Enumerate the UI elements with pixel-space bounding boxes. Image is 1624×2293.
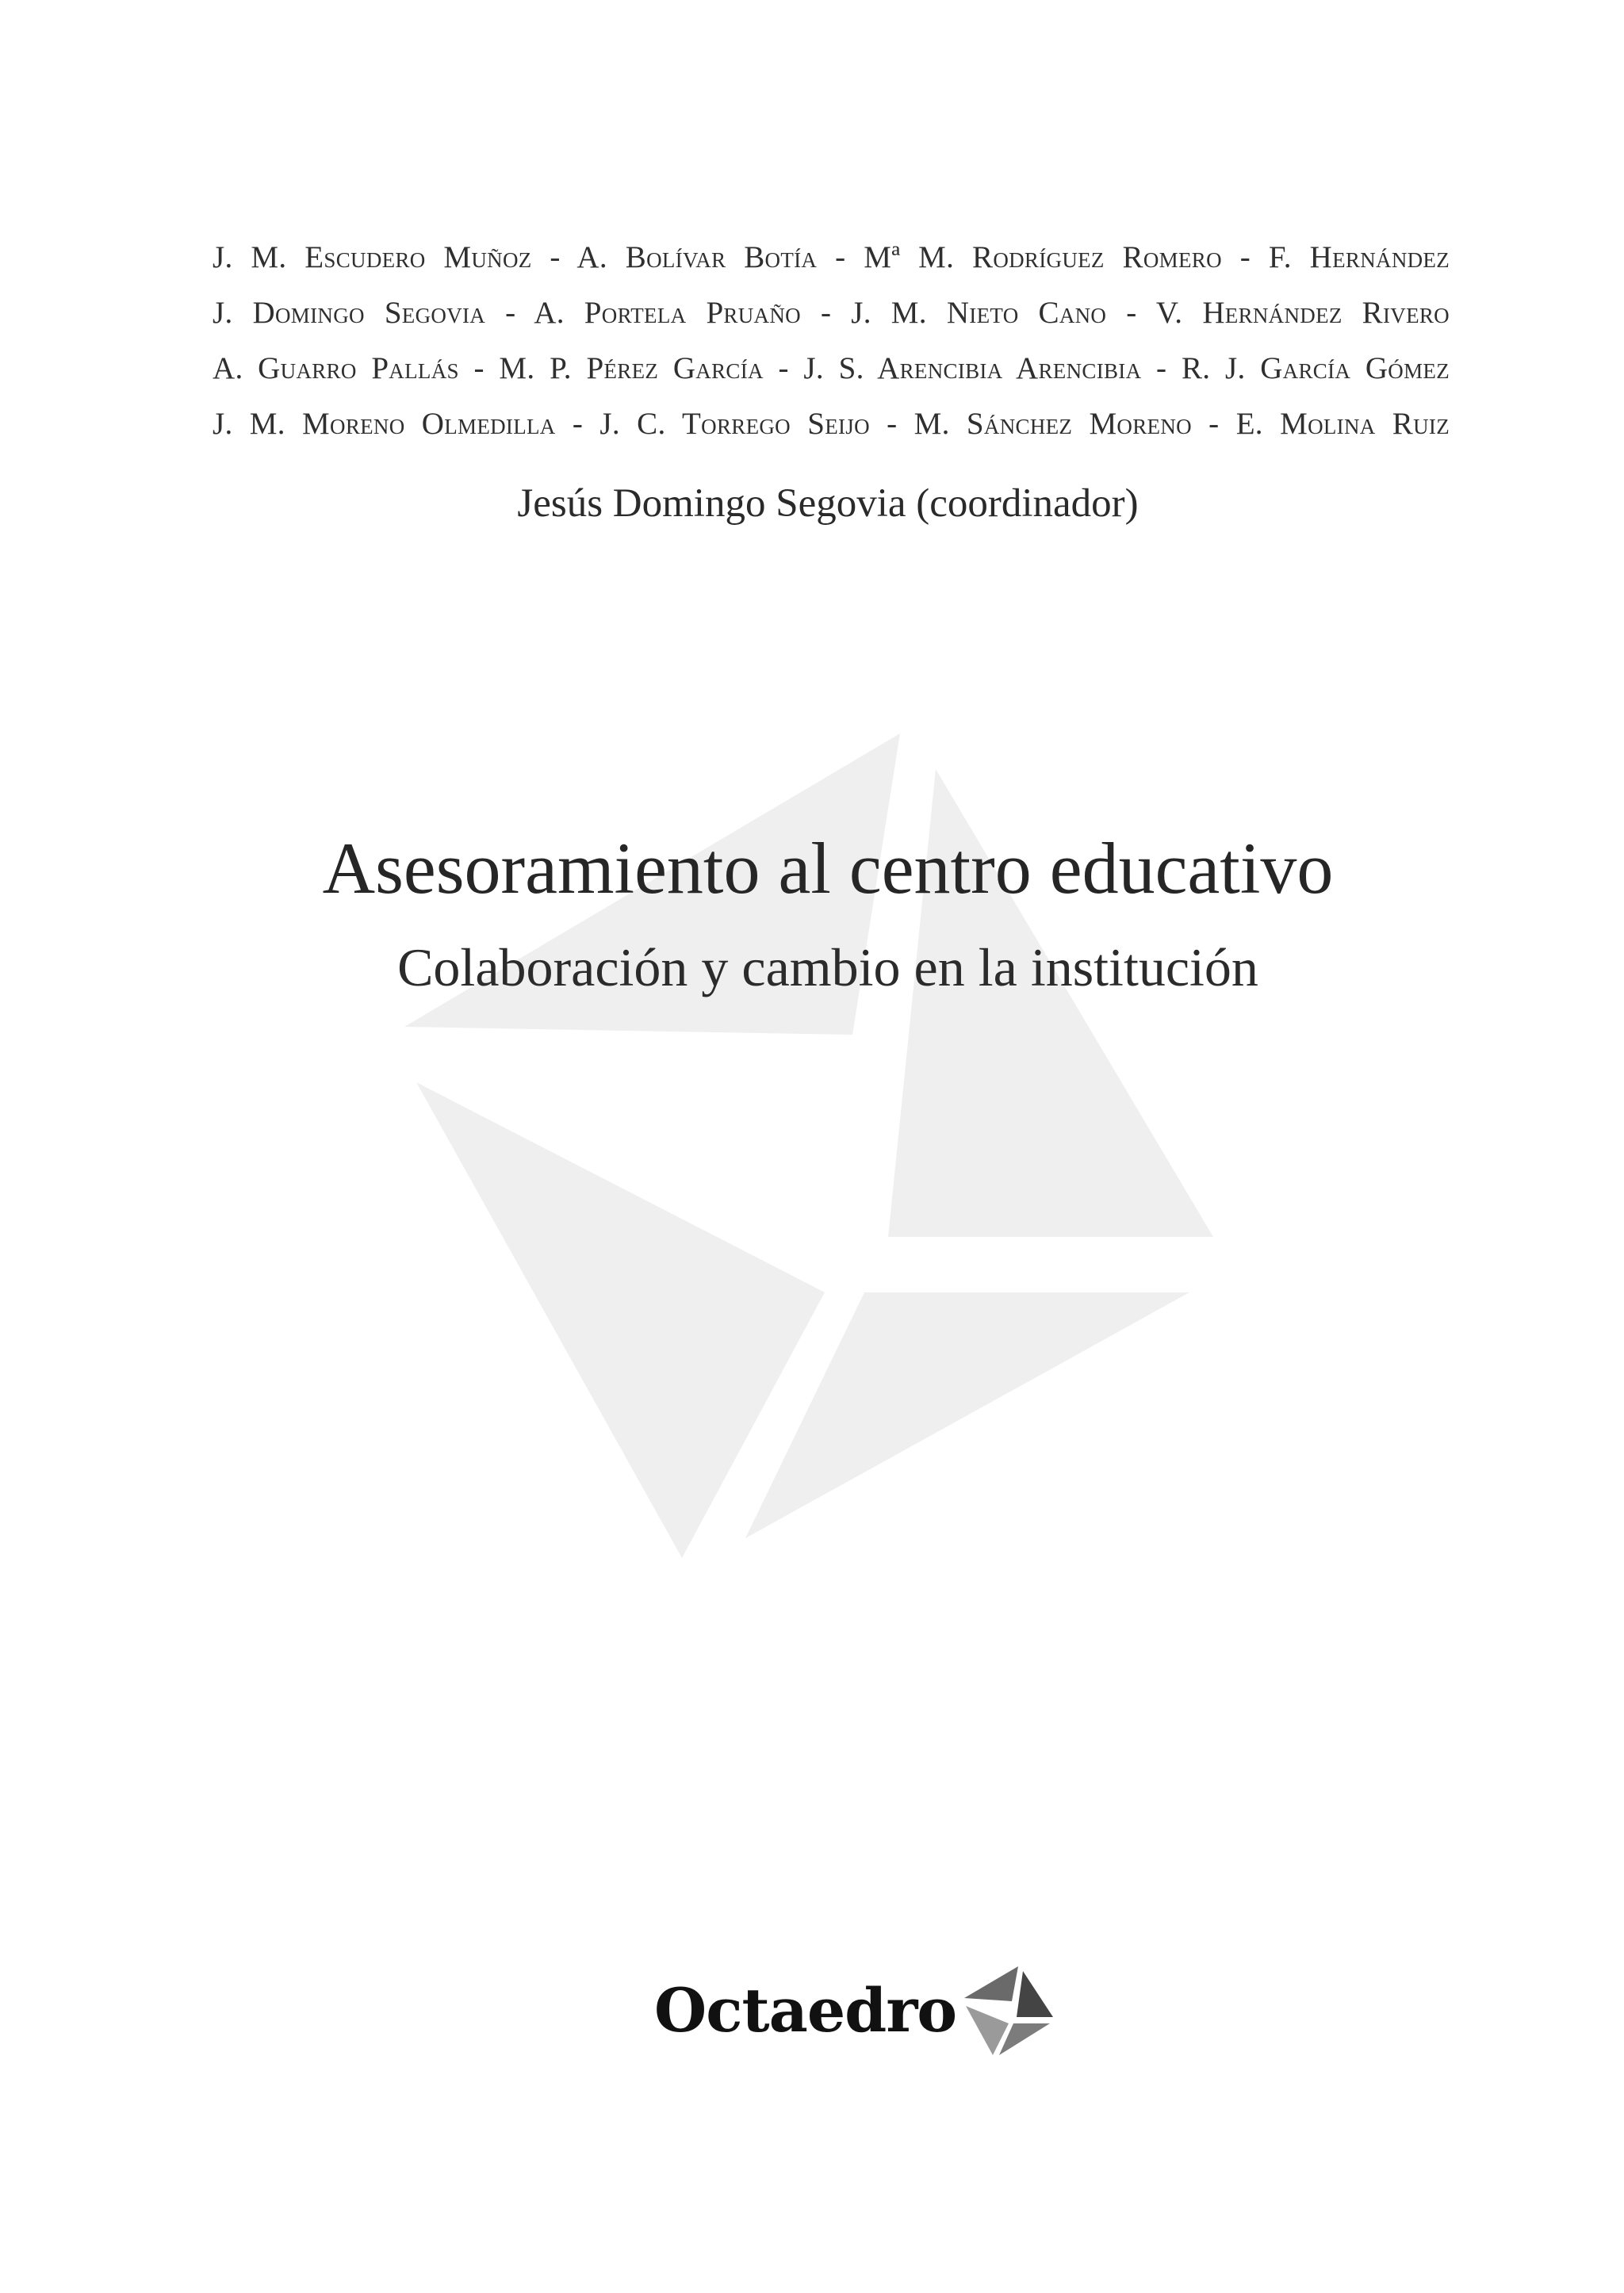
coordinator-credit: Jesús Domingo Segovia (coordinador) — [517, 481, 1139, 526]
book-title: Asesoramiento al centro educativo — [322, 828, 1334, 909]
watermark-facet-bottom-right — [745, 1292, 1189, 1538]
publisher-imprint — [654, 1958, 1053, 2061]
author-line: A. Guarro Pallás - M. P. Pérez García - J. S. Arencibia Arencibia - R. J. García Gómez — [213, 351, 1450, 385]
book-subtitle: Colaboración y cambio en la institución — [397, 937, 1258, 997]
watermark-facet-bottom-left — [416, 1082, 825, 1558]
author-list — [213, 230, 1450, 452]
publisher-name: Octaedro — [654, 1974, 957, 2046]
author-line: J. M. Moreno Olmedilla - J. C. Torrego Seijo - M. Sánchez Moreno - E. Molina Ruiz — [213, 407, 1450, 441]
author-line: J. Domingo Segovia - A. Portela Pruaño - J. M. Nieto Cano - V. Hernández Rivero — [213, 296, 1450, 330]
author-line: J. M. Escudero Muñoz - A. Bolívar Botía - Mª M. Rodríguez Romero - F. Hernández — [213, 240, 1450, 274]
octahedron-logo-icon — [964, 1966, 1053, 2058]
